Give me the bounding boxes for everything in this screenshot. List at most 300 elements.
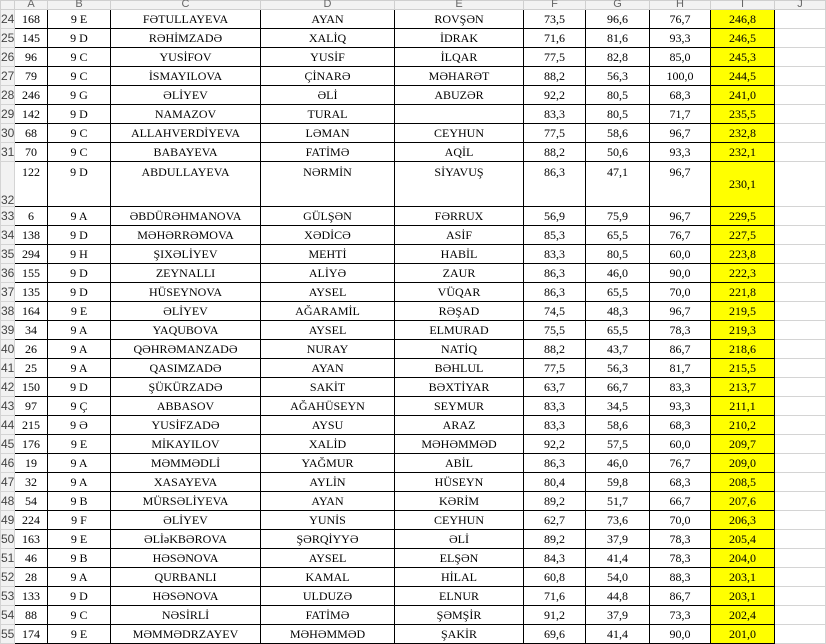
cell-score-g[interactable]: 58,6 <box>586 416 650 435</box>
cell-score-g[interactable]: 41,4 <box>586 549 650 568</box>
cell-surname[interactable]: FƏTULLAYEVA <box>111 10 261 29</box>
cell-total[interactable]: 227,5 <box>711 226 775 245</box>
cell-empty[interactable] <box>775 302 826 321</box>
row-header[interactable]: 45 <box>1 435 15 454</box>
cell-score-g[interactable]: 65,5 <box>586 283 650 302</box>
cell-father-name[interactable]: ŞAKİR <box>395 625 524 644</box>
cell-score-h[interactable]: 66,7 <box>650 492 711 511</box>
cell-score-f[interactable]: 86,3 <box>524 454 586 473</box>
cell-empty[interactable] <box>775 226 826 245</box>
cell-id[interactable]: 145 <box>15 29 48 48</box>
cell-empty[interactable] <box>775 29 826 48</box>
column-header[interactable]: B <box>48 1 111 10</box>
cell-first-name[interactable]: XALİD <box>261 435 395 454</box>
cell-class[interactable]: 9 B <box>48 549 111 568</box>
cell-score-h[interactable]: 100,0 <box>650 67 711 86</box>
cell-surname[interactable]: İSMAYILOVA <box>111 67 261 86</box>
cell-total[interactable]: 203,1 <box>711 568 775 587</box>
cell-surname[interactable]: HƏSƏNOVA <box>111 587 261 606</box>
cell-surname[interactable]: MƏHƏRRƏMOVA <box>111 226 261 245</box>
row-header[interactable]: 48 <box>1 492 15 511</box>
cell-class[interactable]: 9 C <box>48 67 111 86</box>
cell-surname[interactable]: ALLAHVERDİYEVA <box>111 124 261 143</box>
cell-score-h[interactable]: 76,7 <box>650 454 711 473</box>
cell-total[interactable]: 223,8 <box>711 245 775 264</box>
cell-class[interactable]: 9 F <box>48 511 111 530</box>
cell-first-name[interactable]: NƏRMİN <box>261 162 395 207</box>
cell-score-h[interactable]: 93,3 <box>650 143 711 162</box>
cell-first-name[interactable]: YUNİS <box>261 511 395 530</box>
cell-father-name[interactable]: HİLAL <box>395 568 524 587</box>
row-header[interactable]: 30 <box>1 124 15 143</box>
cell-surname[interactable]: ABDULLAYEVA <box>111 162 261 207</box>
cell-surname[interactable]: XASAYEVA <box>111 473 261 492</box>
cell-score-g[interactable]: 44,8 <box>586 587 650 606</box>
cell-score-g[interactable]: 65,5 <box>586 321 650 340</box>
row-header[interactable]: 39 <box>1 321 15 340</box>
cell-score-g[interactable]: 54,0 <box>586 568 650 587</box>
cell-score-f[interactable]: 83,3 <box>524 416 586 435</box>
cell-id[interactable]: 294 <box>15 245 48 264</box>
cell-first-name[interactable]: ALİYƏ <box>261 264 395 283</box>
cell-total[interactable]: 209,0 <box>711 454 775 473</box>
cell-id[interactable]: 246 <box>15 86 48 105</box>
cell-father-name[interactable]: İLQAR <box>395 48 524 67</box>
cell-score-h[interactable]: 96,7 <box>650 124 711 143</box>
cell-id[interactable]: 215 <box>15 416 48 435</box>
cell-id[interactable]: 150 <box>15 378 48 397</box>
row-header[interactable]: 53 <box>1 587 15 606</box>
cell-father-name[interactable]: MƏHƏMMƏD <box>395 435 524 454</box>
cell-id[interactable]: 54 <box>15 492 48 511</box>
cell-surname[interactable]: ƏBDÜRƏHMANOVA <box>111 207 261 226</box>
cell-father-name[interactable]: KƏRİM <box>395 492 524 511</box>
cell-score-g[interactable]: 75,9 <box>586 207 650 226</box>
row-header[interactable]: 34 <box>1 226 15 245</box>
cell-score-f[interactable]: 69,6 <box>524 625 586 644</box>
cell-total[interactable]: 204,0 <box>711 549 775 568</box>
cell-score-f[interactable]: 75,5 <box>524 321 586 340</box>
cell-father-name[interactable]: ELMURAD <box>395 321 524 340</box>
cell-empty[interactable] <box>775 511 826 530</box>
cell-total[interactable]: 222,3 <box>711 264 775 283</box>
cell-first-name[interactable]: FATİMƏ <box>261 143 395 162</box>
cell-score-h[interactable]: 96,7 <box>650 302 711 321</box>
cell-id[interactable]: 34 <box>15 321 48 340</box>
cell-id[interactable]: 97 <box>15 397 48 416</box>
cell-total[interactable]: 201,0 <box>711 625 775 644</box>
cell-total[interactable]: 229,5 <box>711 207 775 226</box>
cell-score-f[interactable]: 88,2 <box>524 143 586 162</box>
cell-score-f[interactable]: 60,8 <box>524 568 586 587</box>
cell-total[interactable]: 211,1 <box>711 397 775 416</box>
cell-class[interactable]: 9 A <box>48 321 111 340</box>
cell-first-name[interactable]: GÜLŞƏN <box>261 207 395 226</box>
cell-first-name[interactable]: AYAN <box>261 359 395 378</box>
cell-score-f[interactable]: 83,3 <box>524 245 586 264</box>
cell-surname[interactable]: NAMAZOV <box>111 105 261 124</box>
cell-total[interactable]: 210,2 <box>711 416 775 435</box>
cell-score-f[interactable]: 89,2 <box>524 530 586 549</box>
cell-total[interactable]: 232,8 <box>711 124 775 143</box>
cell-empty[interactable] <box>775 10 826 29</box>
cell-score-h[interactable]: 90,0 <box>650 625 711 644</box>
cell-score-g[interactable]: 37,9 <box>586 530 650 549</box>
cell-id[interactable]: 96 <box>15 48 48 67</box>
cell-surname[interactable]: ƏLİYEV <box>111 86 261 105</box>
cell-score-g[interactable]: 80,5 <box>586 86 650 105</box>
cell-id[interactable]: 28 <box>15 568 48 587</box>
cell-score-g[interactable]: 48,3 <box>586 302 650 321</box>
cell-score-g[interactable]: 58,6 <box>586 124 650 143</box>
cell-score-f[interactable]: 80,4 <box>524 473 586 492</box>
cell-class[interactable]: 9 D <box>48 226 111 245</box>
cell-empty[interactable] <box>775 473 826 492</box>
cell-id[interactable]: 135 <box>15 283 48 302</box>
cell-first-name[interactable]: ƏLİ <box>261 86 395 105</box>
cell-empty[interactable] <box>775 606 826 625</box>
row-header[interactable]: 46 <box>1 454 15 473</box>
cell-id[interactable]: 19 <box>15 454 48 473</box>
cell-score-g[interactable]: 65,5 <box>586 226 650 245</box>
cell-first-name[interactable]: ULDUZƏ <box>261 587 395 606</box>
cell-total[interactable]: 245,3 <box>711 48 775 67</box>
cell-surname[interactable]: YUSİFZADƏ <box>111 416 261 435</box>
row-header[interactable]: 27 <box>1 67 15 86</box>
cell-total[interactable]: 219,5 <box>711 302 775 321</box>
column-header[interactable]: H <box>650 1 711 10</box>
cell-first-name[interactable]: ÇİNARƏ <box>261 67 395 86</box>
cell-surname[interactable]: YUSİFOV <box>111 48 261 67</box>
cell-father-name[interactable]: FƏRRUX <box>395 207 524 226</box>
cell-empty[interactable] <box>775 105 826 124</box>
cell-surname[interactable]: HƏSƏNOVA <box>111 549 261 568</box>
cell-score-h[interactable]: 78,3 <box>650 549 711 568</box>
cell-class[interactable]: 9 A <box>48 207 111 226</box>
cell-score-h[interactable]: 93,3 <box>650 397 711 416</box>
cell-empty[interactable] <box>775 283 826 302</box>
row-header[interactable]: 24 <box>1 10 15 29</box>
cell-id[interactable]: 164 <box>15 302 48 321</box>
cell-surname[interactable]: ŞIXƏLİYEV <box>111 245 261 264</box>
cell-score-h[interactable]: 78,3 <box>650 321 711 340</box>
cell-father-name[interactable]: NATİQ <box>395 340 524 359</box>
cell-total[interactable]: 202,4 <box>711 606 775 625</box>
cell-first-name[interactable]: AYSU <box>261 416 395 435</box>
cell-class[interactable]: 9 D <box>48 264 111 283</box>
row-header[interactable]: 42 <box>1 378 15 397</box>
select-all-corner[interactable] <box>1 1 15 10</box>
cell-total[interactable]: 221,8 <box>711 283 775 302</box>
cell-score-f[interactable]: 92,2 <box>524 435 586 454</box>
cell-first-name[interactable]: NURAY <box>261 340 395 359</box>
cell-score-g[interactable]: 81,6 <box>586 29 650 48</box>
cell-score-f[interactable]: 85,3 <box>524 226 586 245</box>
cell-surname[interactable]: QƏHRƏMANZADƏ <box>111 340 261 359</box>
cell-empty[interactable] <box>775 530 826 549</box>
cell-total[interactable]: 241,0 <box>711 86 775 105</box>
cell-surname[interactable]: ƏLİəKBƏROVA <box>111 530 261 549</box>
cell-father-name[interactable]: ABİL <box>395 454 524 473</box>
cell-class[interactable]: 9 D <box>48 283 111 302</box>
column-header[interactable]: I <box>711 1 775 10</box>
row-header[interactable]: 47 <box>1 473 15 492</box>
cell-score-f[interactable]: 56,9 <box>524 207 586 226</box>
cell-father-name[interactable]: ZAUR <box>395 264 524 283</box>
cell-empty[interactable] <box>775 568 826 587</box>
cell-score-g[interactable]: 59,8 <box>586 473 650 492</box>
cell-class[interactable]: 9 E <box>48 435 111 454</box>
cell-id[interactable]: 32 <box>15 473 48 492</box>
cell-score-h[interactable]: 86,7 <box>650 587 711 606</box>
cell-class[interactable]: 9 D <box>48 162 111 207</box>
cell-score-f[interactable]: 63,7 <box>524 378 586 397</box>
cell-surname[interactable]: ABBASOV <box>111 397 261 416</box>
row-header[interactable]: 50 <box>1 530 15 549</box>
cell-class[interactable]: 9 E <box>48 10 111 29</box>
cell-score-h[interactable]: 68,3 <box>650 86 711 105</box>
cell-father-name[interactable]: SİYAVUŞ <box>395 162 524 207</box>
cell-surname[interactable]: ƏLİYEV <box>111 302 261 321</box>
cell-total[interactable]: 232,1 <box>711 143 775 162</box>
cell-surname[interactable]: ƏLİYEV <box>111 511 261 530</box>
cell-id[interactable]: 138 <box>15 226 48 245</box>
cell-class[interactable]: 9 E <box>48 625 111 644</box>
cell-first-name[interactable]: AYSEL <box>261 283 395 302</box>
cell-class[interactable]: 9 E <box>48 530 111 549</box>
cell-empty[interactable] <box>775 48 826 67</box>
cell-id[interactable]: 68 <box>15 124 48 143</box>
cell-father-name[interactable]: HÜSEYN <box>395 473 524 492</box>
row-header[interactable]: 51 <box>1 549 15 568</box>
cell-surname[interactable]: MİKAYILOV <box>111 435 261 454</box>
cell-empty[interactable] <box>775 245 826 264</box>
cell-score-h[interactable]: 70,0 <box>650 283 711 302</box>
cell-score-h[interactable]: 96,7 <box>650 207 711 226</box>
cell-score-f[interactable]: 88,2 <box>524 67 586 86</box>
row-header[interactable]: 32 <box>1 162 15 207</box>
cell-total[interactable]: 235,5 <box>711 105 775 124</box>
row-header[interactable]: 28 <box>1 86 15 105</box>
cell-score-f[interactable]: 86,3 <box>524 264 586 283</box>
cell-first-name[interactable]: AYSEL <box>261 549 395 568</box>
cell-score-g[interactable]: 80,5 <box>586 245 650 264</box>
cell-score-f[interactable]: 71,6 <box>524 29 586 48</box>
cell-total[interactable]: 205,4 <box>711 530 775 549</box>
cell-first-name[interactable]: KAMAL <box>261 568 395 587</box>
cell-empty[interactable] <box>775 86 826 105</box>
cell-first-name[interactable]: YAĞMUR <box>261 454 395 473</box>
cell-empty[interactable] <box>775 397 826 416</box>
cell-father-name[interactable]: HABİL <box>395 245 524 264</box>
cell-father-name[interactable]: ARAZ <box>395 416 524 435</box>
row-header[interactable]: 37 <box>1 283 15 302</box>
cell-score-f[interactable]: 73,5 <box>524 10 586 29</box>
cell-empty[interactable] <box>775 587 826 606</box>
row-header[interactable]: 40 <box>1 340 15 359</box>
cell-first-name[interactable]: AYAN <box>261 492 395 511</box>
cell-father-name[interactable]: ROVŞƏN <box>395 10 524 29</box>
cell-score-f[interactable]: 71,6 <box>524 587 586 606</box>
cell-score-f[interactable]: 86,3 <box>524 162 586 207</box>
cell-first-name[interactable]: XALİQ <box>261 29 395 48</box>
cell-score-h[interactable]: 76,7 <box>650 10 711 29</box>
row-header[interactable]: 43 <box>1 397 15 416</box>
cell-empty[interactable] <box>775 162 826 207</box>
cell-first-name[interactable]: MEHTİ <box>261 245 395 264</box>
cell-first-name[interactable]: ŞƏRQİYYƏ <box>261 530 395 549</box>
cell-first-name[interactable]: AĞARAMİL <box>261 302 395 321</box>
cell-id[interactable]: 155 <box>15 264 48 283</box>
cell-class[interactable]: 9 Ç <box>48 397 111 416</box>
cell-score-g[interactable]: 82,8 <box>586 48 650 67</box>
cell-score-g[interactable]: 66,7 <box>586 378 650 397</box>
cell-first-name[interactable]: YUSİF <box>261 48 395 67</box>
cell-id[interactable]: 46 <box>15 549 48 568</box>
cell-score-h[interactable]: 70,0 <box>650 511 711 530</box>
cell-score-h[interactable]: 78,3 <box>650 530 711 549</box>
cell-total[interactable]: 246,8 <box>711 10 775 29</box>
cell-score-h[interactable]: 83,3 <box>650 378 711 397</box>
cell-empty[interactable] <box>775 67 826 86</box>
cell-score-g[interactable]: 50,6 <box>586 143 650 162</box>
cell-id[interactable]: 122 <box>15 162 48 207</box>
cell-score-g[interactable]: 80,5 <box>586 105 650 124</box>
cell-total[interactable]: 215,5 <box>711 359 775 378</box>
cell-total[interactable]: 213,7 <box>711 378 775 397</box>
column-header[interactable]: E <box>395 1 524 10</box>
cell-surname[interactable]: YAQUBOVA <box>111 321 261 340</box>
row-header[interactable]: 29 <box>1 105 15 124</box>
cell-father-name[interactable]: ƏLİ <box>395 530 524 549</box>
cell-father-name[interactable] <box>395 105 524 124</box>
row-header[interactable]: 26 <box>1 48 15 67</box>
cell-total[interactable]: 244,5 <box>711 67 775 86</box>
cell-total[interactable]: 209,7 <box>711 435 775 454</box>
row-header[interactable]: 49 <box>1 511 15 530</box>
cell-total[interactable]: 219,3 <box>711 321 775 340</box>
cell-first-name[interactable]: MƏHƏMMƏD <box>261 625 395 644</box>
cell-surname[interactable]: ŞÜKÜRZADƏ <box>111 378 261 397</box>
cell-score-f[interactable]: 83,3 <box>524 397 586 416</box>
cell-score-f[interactable]: 92,2 <box>524 86 586 105</box>
cell-id[interactable]: 142 <box>15 105 48 124</box>
cell-empty[interactable] <box>775 549 826 568</box>
cell-score-g[interactable]: 56,3 <box>586 67 650 86</box>
cell-id[interactable]: 6 <box>15 207 48 226</box>
cell-empty[interactable] <box>775 359 826 378</box>
cell-id[interactable]: 70 <box>15 143 48 162</box>
cell-empty[interactable] <box>775 264 826 283</box>
cell-score-f[interactable]: 88,2 <box>524 340 586 359</box>
cell-father-name[interactable]: BƏXTİYAR <box>395 378 524 397</box>
cell-empty[interactable] <box>775 321 826 340</box>
column-header[interactable]: J <box>775 1 826 10</box>
cell-score-g[interactable]: 73,6 <box>586 511 650 530</box>
cell-class[interactable]: 9 A <box>48 340 111 359</box>
cell-class[interactable]: 9 Ə <box>48 416 111 435</box>
cell-father-name[interactable]: VÜQAR <box>395 283 524 302</box>
cell-first-name[interactable]: AYLİN <box>261 473 395 492</box>
cell-total[interactable]: 218,6 <box>711 340 775 359</box>
cell-score-g[interactable]: 96,6 <box>586 10 650 29</box>
cell-score-f[interactable]: 86,3 <box>524 283 586 302</box>
column-header[interactable]: A <box>15 1 48 10</box>
cell-score-g[interactable]: 57,5 <box>586 435 650 454</box>
row-header[interactable]: 38 <box>1 302 15 321</box>
cell-surname[interactable]: MƏMMƏDRZAYEV <box>111 625 261 644</box>
cell-surname[interactable]: NƏSİRLİ <box>111 606 261 625</box>
cell-father-name[interactable]: ELNUR <box>395 587 524 606</box>
row-header[interactable]: 52 <box>1 568 15 587</box>
cell-class[interactable]: 9 B <box>48 492 111 511</box>
cell-father-name[interactable]: RƏŞAD <box>395 302 524 321</box>
cell-class[interactable]: 9 H <box>48 245 111 264</box>
cell-father-name[interactable]: CEYHUN <box>395 511 524 530</box>
cell-first-name[interactable]: AYAN <box>261 10 395 29</box>
cell-empty[interactable] <box>775 492 826 511</box>
cell-score-h[interactable]: 88,3 <box>650 568 711 587</box>
cell-class[interactable]: 9 E <box>48 302 111 321</box>
cell-father-name[interactable]: SEYMUR <box>395 397 524 416</box>
cell-score-g[interactable]: 37,9 <box>586 606 650 625</box>
cell-score-f[interactable]: 62,7 <box>524 511 586 530</box>
cell-father-name[interactable]: ASİF <box>395 226 524 245</box>
cell-score-f[interactable]: 74,5 <box>524 302 586 321</box>
cell-surname[interactable]: BABAYEVA <box>111 143 261 162</box>
cell-score-h[interactable]: 96,7 <box>650 162 711 207</box>
cell-total[interactable]: 230,1 <box>711 162 775 207</box>
cell-empty[interactable] <box>775 625 826 644</box>
cell-score-g[interactable]: 51,7 <box>586 492 650 511</box>
cell-father-name[interactable]: ELŞƏN <box>395 549 524 568</box>
cell-empty[interactable] <box>775 435 826 454</box>
cell-id[interactable]: 26 <box>15 340 48 359</box>
row-header[interactable]: 55 <box>1 625 15 644</box>
cell-id[interactable]: 224 <box>15 511 48 530</box>
cell-id[interactable]: 176 <box>15 435 48 454</box>
cell-empty[interactable] <box>775 207 826 226</box>
cell-empty[interactable] <box>775 416 826 435</box>
cell-id[interactable]: 163 <box>15 530 48 549</box>
cell-surname[interactable]: QURBANLI <box>111 568 261 587</box>
cell-class[interactable]: 9 A <box>48 454 111 473</box>
cell-score-f[interactable]: 91,2 <box>524 606 586 625</box>
cell-class[interactable]: 9 A <box>48 359 111 378</box>
cell-first-name[interactable]: XƏDİCƏ <box>261 226 395 245</box>
row-header[interactable]: 31 <box>1 143 15 162</box>
cell-score-g[interactable]: 46,0 <box>586 454 650 473</box>
cell-father-name[interactable]: ABUZƏR <box>395 86 524 105</box>
cell-first-name[interactable]: TURAL <box>261 105 395 124</box>
cell-empty[interactable] <box>775 143 826 162</box>
cell-empty[interactable] <box>775 340 826 359</box>
column-header[interactable]: D <box>261 1 395 10</box>
cell-class[interactable]: 9 D <box>48 378 111 397</box>
cell-score-g[interactable]: 41,4 <box>586 625 650 644</box>
cell-score-g[interactable]: 43,7 <box>586 340 650 359</box>
cell-score-h[interactable]: 85,0 <box>650 48 711 67</box>
cell-class[interactable]: 9 C <box>48 124 111 143</box>
cell-father-name[interactable]: MƏHARƏT <box>395 67 524 86</box>
cell-first-name[interactable]: LƏMAN <box>261 124 395 143</box>
cell-total[interactable]: 203,1 <box>711 587 775 606</box>
cell-score-h[interactable]: 93,3 <box>650 29 711 48</box>
cell-score-g[interactable]: 47,1 <box>586 162 650 207</box>
cell-class[interactable]: 9 G <box>48 86 111 105</box>
row-header[interactable]: 25 <box>1 29 15 48</box>
cell-score-f[interactable]: 77,5 <box>524 124 586 143</box>
